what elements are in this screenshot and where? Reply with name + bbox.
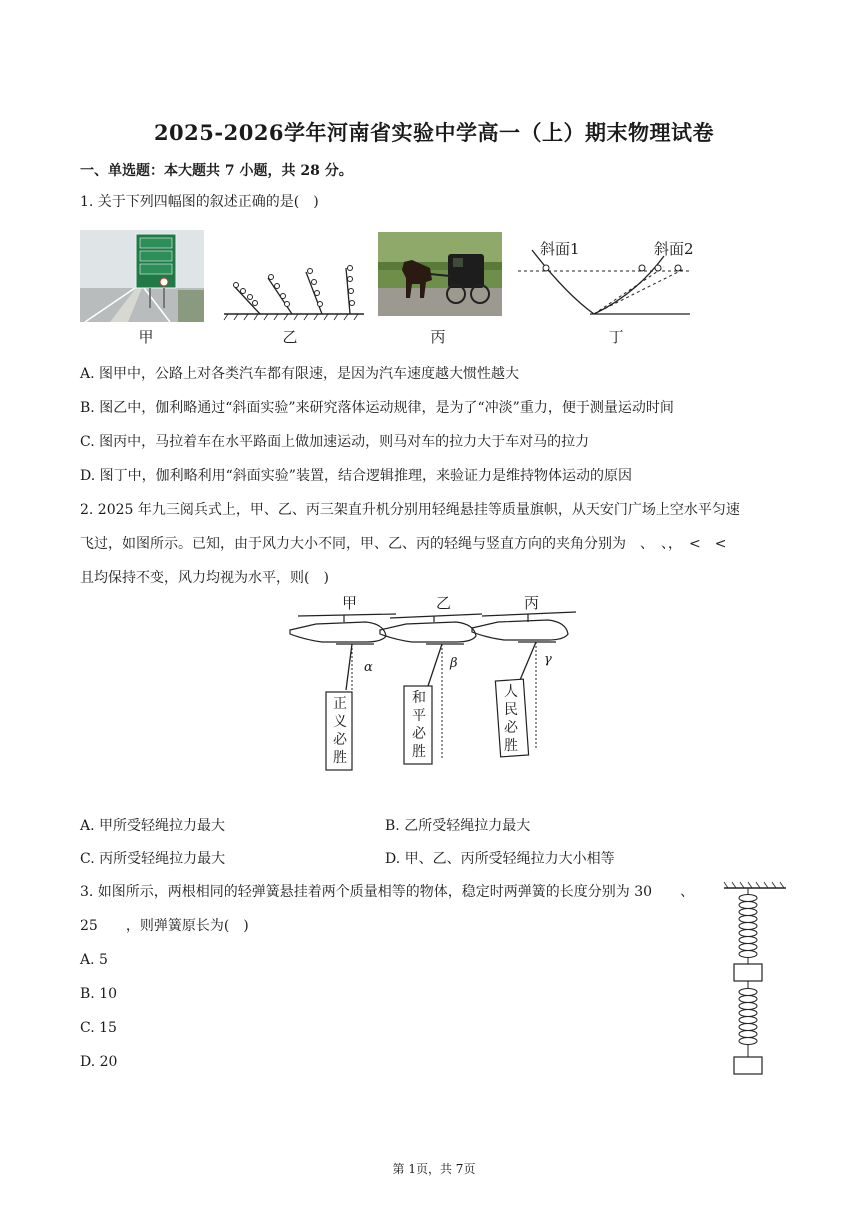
- q2-option-c: C. 丙所受轻绳拉力最大: [80, 851, 226, 867]
- q2-heli-label-yi: 乙: [436, 594, 452, 612]
- q1-label-incline1: 斜面1: [540, 240, 580, 258]
- q3-option-a: A. 5: [80, 952, 108, 968]
- q1-figure-yi: [224, 262, 366, 322]
- q2-option-a: A. 甲所受轻绳拉力最大: [80, 818, 226, 834]
- q3-option-c: C. 15: [80, 1020, 117, 1036]
- q2-heli-label-bing: 丙: [524, 594, 540, 612]
- q2-heli-label-jia: 甲: [342, 594, 358, 612]
- q3-spring-figure: [720, 880, 790, 1080]
- page-footer: 第 1页，共 7页: [392, 1162, 476, 1176]
- section-heading: 一、单选题：本大题共 7 小题，共 28 分。: [80, 163, 353, 179]
- q1-caption-ding: 丁: [608, 328, 624, 346]
- q2-line1: 2. 2025 年九三阅兵式上，甲、乙、丙三架直升机分别用轻绳悬挂等质量旗帜，从天安门广场上空水平匀速: [80, 502, 740, 518]
- q1-figure-jia: [80, 230, 204, 322]
- q2-line3: 且均保持不变，风力均视为水平，则( ): [80, 570, 329, 586]
- q1-caption-jia: 甲: [138, 328, 154, 346]
- q2-banner-3: 人 民 必 胜: [504, 684, 518, 754]
- q1-caption-bing: 丙: [430, 328, 446, 346]
- q1-option-b: B. 图乙中，伽利略通过“斜面实验”来研究落体运动规律，是为了“冲淡”重力，便于测量运动时间: [80, 400, 674, 416]
- q2-option-d: D. 甲、乙、丙所受轻绳拉力大小相等: [385, 851, 615, 867]
- page-title: 2025-2026学年河南省实验中学高一（上）期末物理试卷: [153, 120, 715, 145]
- q3-option-b: B. 10: [80, 986, 118, 1002]
- q2-option-b: B. 乙所受轻绳拉力最大: [385, 818, 531, 834]
- q2-angle-alpha: α: [364, 660, 373, 675]
- q2-angle-gamma: γ: [544, 652, 552, 667]
- q1-option-d: D. 图丁中，伽利略利用“斜面实验”装置，结合逻辑推理，来验证力是维持物体运动的原因: [80, 468, 632, 484]
- q1-option-a: A. 图甲中，公路上对各类汽车都有限速，是因为汽车速度越大惯性越大: [80, 366, 520, 382]
- q2-angle-beta: β: [450, 656, 458, 671]
- q1-option-c: C. 图丙中，马拉着车在水平路面上做加速运动，则马对车的拉力大于车对马的拉力: [80, 434, 590, 450]
- q1-stem: 1. 关于下列四幅图的叙述正确的是( ): [80, 194, 319, 210]
- q2-line2: 飞过，如图所示。已知，由于风力大小不同，甲、乙、丙的轻绳与竖直方向的夹角分别为 、 、， < <: [80, 536, 727, 552]
- q3-line1: 3. 如图所示，两根相同的轻弹簧悬挂着两个质量相等的物体，稳定时两弹簧的长度分别为 30 、: [80, 884, 695, 900]
- q3-option-d: D. 20: [80, 1054, 118, 1070]
- q2-banner-1: 正 义 必 胜: [333, 696, 347, 766]
- q1-label-incline2: 斜面2: [654, 240, 694, 258]
- q3-line2: 25 ，则弹簧原长为( ): [80, 918, 249, 934]
- q1-caption-yi: 乙: [282, 328, 298, 346]
- q2-banner-2: 和 平 必 胜: [412, 690, 426, 760]
- q1-figure-bing: [378, 232, 502, 316]
